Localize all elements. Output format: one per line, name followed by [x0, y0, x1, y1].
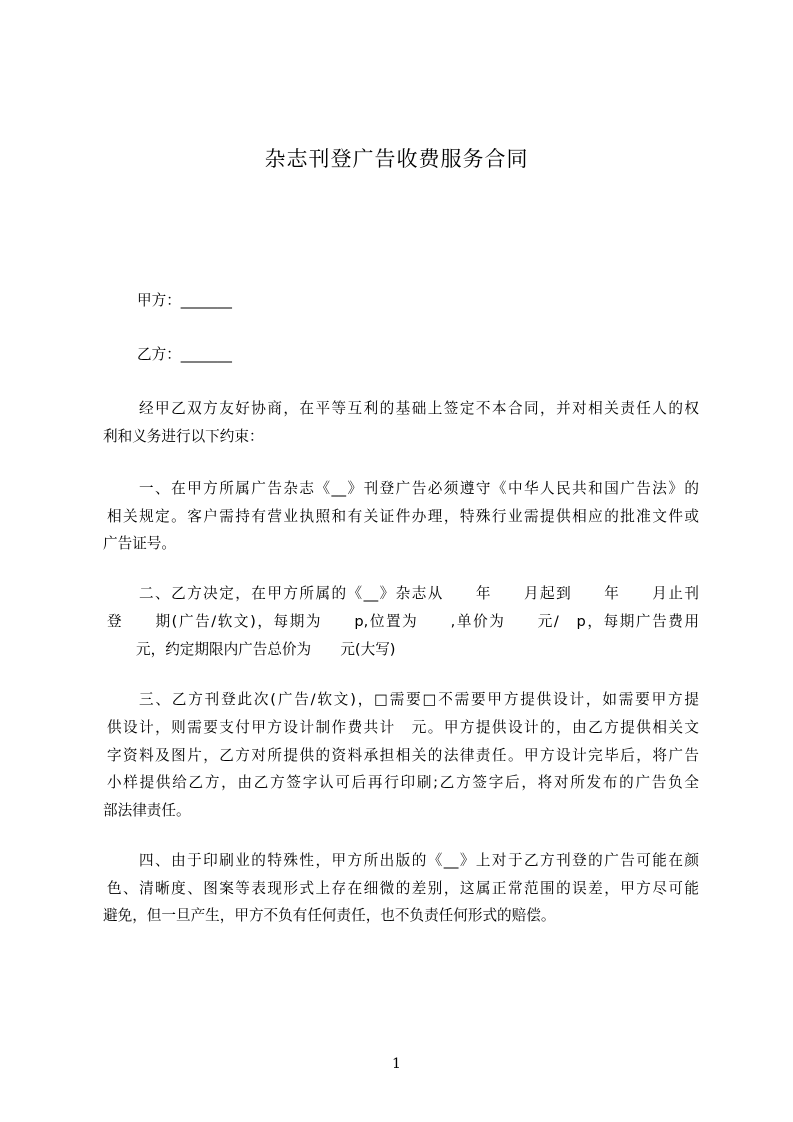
clause-3-line: 小样提供给乙方，由乙方签字认可后再行印刷;乙方签字后，将对所发布的广告负全 — [107, 774, 699, 791]
clause-4-line: 避免，但一旦产生，甲方不负有任何责任，也不负责任何形式的赔偿。 — [103, 907, 556, 924]
page-number: 1 — [392, 1056, 401, 1072]
document-title: 杂志刊登广告收费服务合同 — [264, 147, 529, 171]
clause-3-line: 供设计，则需要支付甲方设计制作费共计 元。甲方提供设计的，由乙方提供相关文 — [107, 719, 699, 736]
clause-2-line: 元，约定期限内广告总价为 元(大写) — [136, 641, 396, 658]
clause-3-line: 三、乙方刊登此次(广告/软文)，□需要□不需要甲方提供设计，如需要甲方提 — [139, 691, 699, 708]
clause-1-line: 一、在甲方所属广告杂志《__》刊登广告必须遵守《中华人民共和国广告法》的 — [139, 480, 699, 497]
intro-line: 利和义务进行以下约束： — [103, 428, 264, 445]
clause-1-line: 广告证号。 — [103, 535, 176, 552]
clause-2-line: 登 期(广告/软文)，每期为 p,位置为 ,单价为 元/ p，每期广告费用 — [107, 613, 699, 630]
party-b-line: 乙方：_______ — [137, 346, 232, 363]
clause-1-line: 相关规定。客户需持有营业执照和有关证件办理，特殊行业需提供相应的批准文件或 — [107, 508, 699, 525]
intro-line: 经甲乙双方友好协商，在平等互利的基础上签定不本合同，并对相关责任人的权 — [139, 400, 699, 417]
clause-2-line: 二、乙方决定，在甲方所属的《__》杂志从 年 月起到 年 月止刊 — [139, 585, 699, 602]
clause-3-line: 字资料及图片，乙方对所提供的资料承担相关的法律责任。甲方设计完毕后，将广告 — [107, 747, 699, 764]
clause-4-line: 四、由于印刷业的特殊性，甲方所出版的《__》上对于乙方刊登的广告可能在颜 — [139, 852, 699, 869]
clause-3-line: 部法律责任。 — [103, 802, 191, 819]
party-a-line: 甲方：_______ — [137, 292, 232, 309]
clause-4-line: 色、清晰度、图案等表现形式上存在细微的差别，这属正常范围的误差，甲方尽可能 — [107, 880, 699, 897]
